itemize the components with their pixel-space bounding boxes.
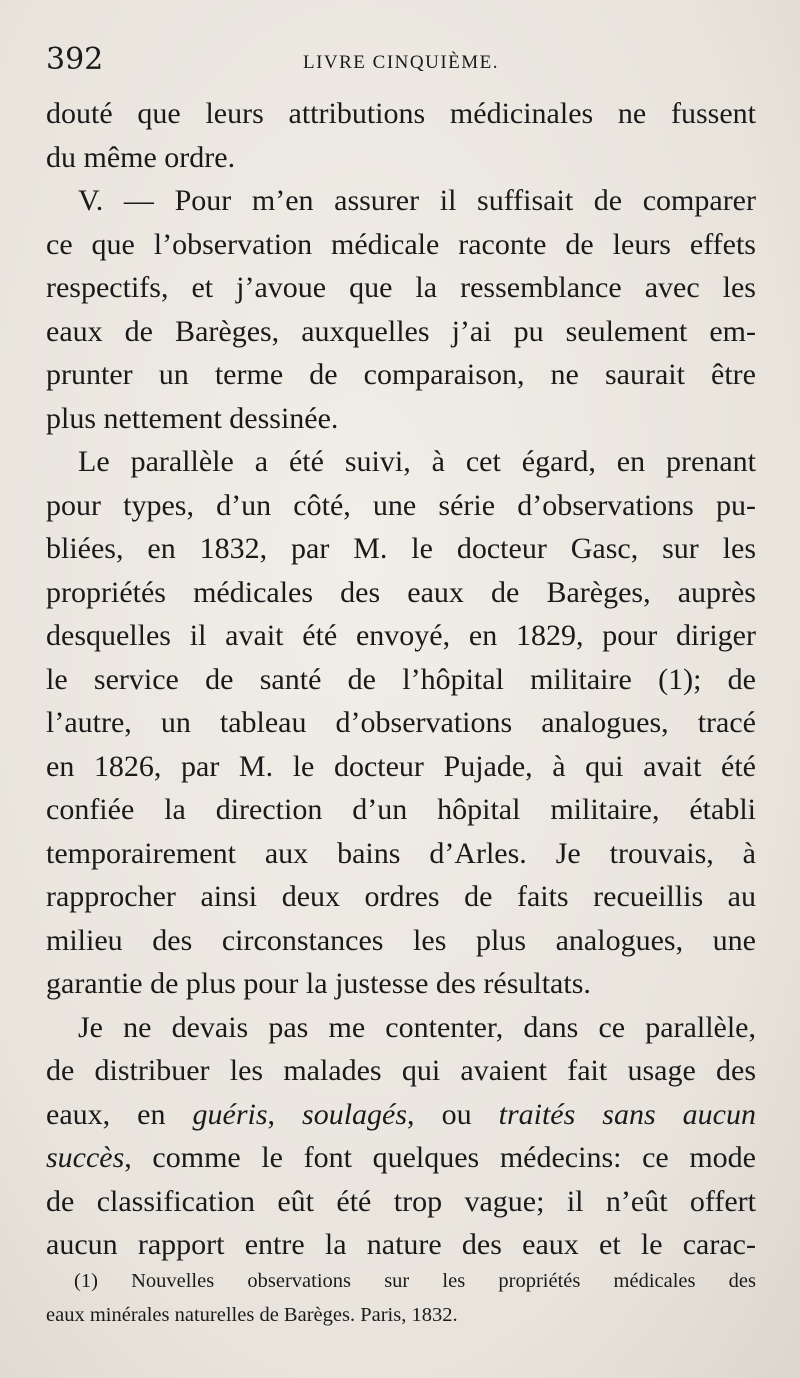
text-line: ce que l’observation médicale raconte de leurs effets — [46, 227, 756, 261]
text-line: propriétés médicales des eaux de Barèges, auprès — [46, 575, 756, 609]
text-run: , ou — [407, 1097, 499, 1131]
text-line: eaux de Barèges, auxquelles j’ai pu seulement em- — [46, 314, 756, 348]
page-number: 392 — [46, 42, 104, 77]
text-line: rapprocher ainsi deux ordres de faits recueillis au — [46, 880, 756, 913]
text-line: de classification eût été trop vague; il n’eût offert — [46, 1184, 756, 1218]
text-line: temporairement aux bains d’Arles. Je trouvais, à — [46, 836, 756, 870]
text-line: en 1826, par M. le docteur Pujade, à qui avait été — [46, 749, 756, 783]
text-line — [46, 1136, 756, 1180]
text-line: milieu des circonstances les plus analogues, une — [46, 923, 756, 957]
italic-term-traites: traités sans aucun — [498, 1097, 757, 1131]
text-line: prunter un terme de comparaison, ne saurait être — [46, 358, 756, 391]
text-line — [46, 1093, 756, 1137]
italic-term-succes: succès — [46, 1141, 125, 1174]
text-line: le service de santé de l’hôpital militaire (1); de — [46, 662, 756, 696]
text-line: respectifs, et j’avoue que la ressemblance avec les — [46, 271, 756, 304]
text-line: V. — Pour m’en assurer il suffisait de comparer — [78, 184, 756, 217]
text-line: pour types, d’un côté, une série d’observations pu- — [46, 488, 756, 522]
italic-term-soulages: soulagés — [302, 1097, 408, 1131]
running-head: LIVRE CINQUIÈME. — [302, 52, 500, 73]
text-line: de distribuer les malades qui avaient fait usage des — [46, 1054, 756, 1087]
italic-term-gueris: guéris — [192, 1097, 268, 1131]
text-line: l’autre, un tableau d’observations analogues, tracé — [46, 706, 756, 739]
text-line: confiée la direction d’un hôpital militaire, établi — [46, 793, 756, 826]
text-run: eaux, en — [46, 1097, 193, 1131]
text-run: , comme le font quelques médecins: ce mode — [124, 1141, 756, 1174]
text-line: desquelles il avait été envoyé, en 1829, pour diriger — [46, 619, 756, 652]
text-run: , — [267, 1097, 303, 1131]
footnote-line: eaux minérales naturelles de Barèges. Paris, 1832. — [46, 1304, 458, 1326]
text-line: du même ordre. — [46, 140, 236, 174]
text-line: douté que leurs attributions médicinales ne fussent — [46, 97, 756, 130]
footnote-line: (1) Nouvelles observations sur les propriétés médicales des — [74, 1270, 756, 1292]
text-line: Je ne devais pas me contenter, dans ce parallèle, — [78, 1010, 756, 1044]
text-line: Le parallèle a été suivi, à cet égard, en prenant — [78, 445, 756, 478]
text-line: aucun rapport entre la nature des eaux et le carac- — [46, 1228, 756, 1261]
page-header — [46, 42, 756, 82]
text-line: bliées, en 1832, par M. le docteur Gasc, sur les — [46, 532, 756, 565]
footnote — [46, 1264, 756, 1332]
text-line: plus nettement dessinée. — [46, 401, 339, 435]
body-text — [46, 92, 756, 1267]
text-line: garantie de plus pour la justesse des résultats. — [46, 967, 591, 1000]
